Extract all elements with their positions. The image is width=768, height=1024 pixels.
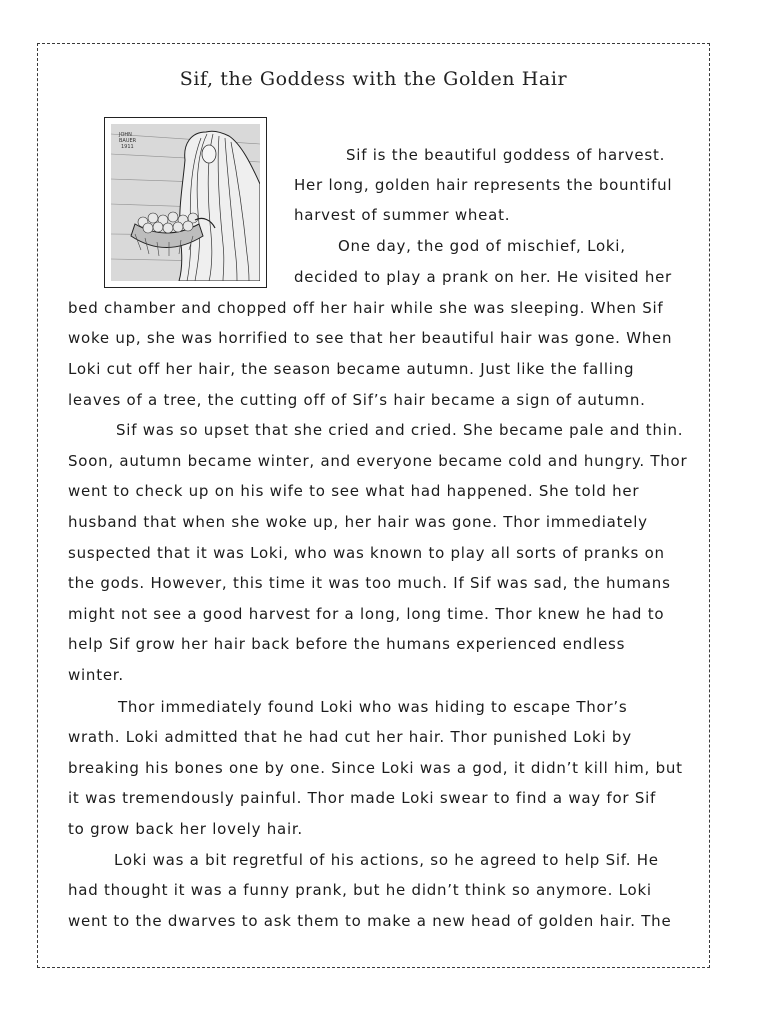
text-line: wrath. Loki admitted that he had cut her hair. Thor punished Loki by: [68, 728, 632, 746]
text-line: breaking his bones one by one. Since Loki was a god, it didn’t kill him, but: [68, 759, 683, 777]
text-line: help Sif grow her hair back before the humans experienced endless: [68, 635, 626, 653]
text-line: Soon, autumn became winter, and everyone became cold and hungry. Thor: [68, 452, 688, 470]
text-line: it was tremendously painful. Thor made Loki swear to find a way for Sif: [68, 789, 657, 807]
text-line: to grow back her lovely hair.: [68, 820, 303, 838]
text-line: went to the dwarves to ask them to make a new head of golden hair. The: [68, 912, 672, 930]
text-line: winter.: [68, 666, 124, 684]
text-line: woke up, she was horrified to see that her beautiful hair was gone. When: [68, 329, 673, 347]
text-line: leaves of a tree, the cutting off of Sif’s hair became a sign of autumn.: [68, 391, 646, 409]
svg-text:BAUER: BAUER: [119, 138, 137, 144]
text-line: Sif was so upset that she cried and cried. She became pale and thin.: [116, 421, 684, 439]
text-line: husband that when she woke up, her hair was gone. Thor immediately: [68, 513, 648, 531]
text-line: harvest of summer wheat.: [294, 206, 511, 224]
page-title: Sif, the Goddess with the Golden Hair: [179, 68, 568, 90]
sif-illustration: [104, 117, 267, 288]
text-line: went to check up on his wife to see what had happened. She told her: [68, 482, 640, 500]
text-line: Thor immediately found Loki who was hiding to escape Thor’s: [118, 698, 628, 716]
text-line: Loki cut off her hair, the season became autumn. Just like the falling: [68, 360, 635, 378]
text-line: One day, the god of mischief, Loki,: [338, 237, 626, 255]
text-line: Her long, golden hair represents the bountiful: [294, 176, 673, 194]
svg-text:JOHN: JOHN: [119, 132, 132, 138]
text-line: had thought it was a funny prank, but he didn’t think so anymore. Loki: [68, 881, 652, 899]
svg-text:1911: 1911: [121, 144, 134, 150]
text-line: decided to play a prank on her. He visited her: [294, 268, 672, 286]
text-line: Loki was a bit regretful of his actions, so he agreed to help Sif. He: [114, 851, 659, 869]
text-line: Sif is the beautiful goddess of harvest.: [346, 146, 666, 164]
text-line: bed chamber and chopped off her hair while she was sleeping. When Sif: [68, 299, 664, 317]
goddess-with-basket-illustration: [111, 124, 260, 281]
text-line: suspected that it was Loki, who was known to play all sorts of pranks on: [68, 544, 665, 562]
text-line: the gods. However, this time it was too much. If Sif was sad, the humans: [68, 574, 671, 592]
text-line: might not see a good harvest for a long, long time. Thor knew he had to: [68, 605, 665, 623]
